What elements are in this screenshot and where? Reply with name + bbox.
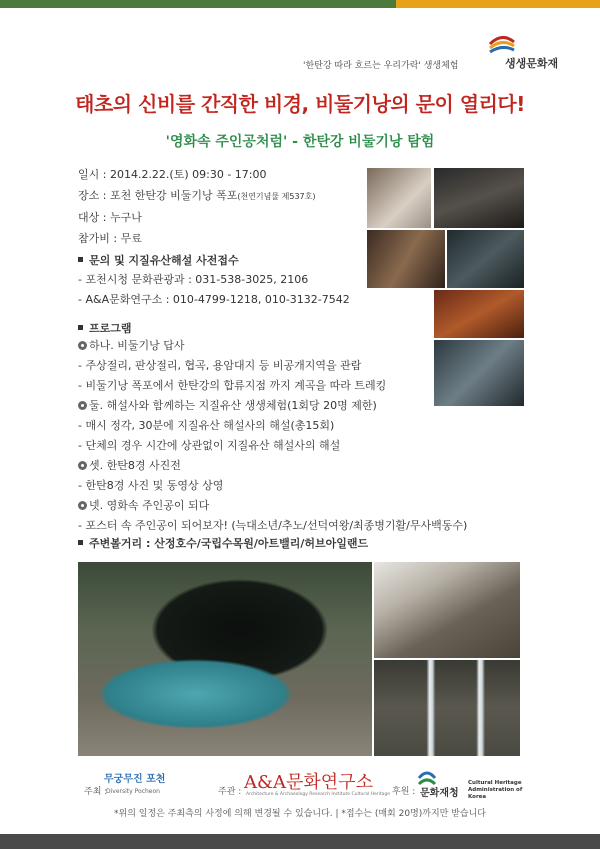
program-item: - 포스터 속 주인공이 되어보자! (늑대소년/추노/선덕여왕/최종병기활/무사백동수) <box>78 519 468 532</box>
organizer-sub: Architecture & Archaeology Research Institute Cultural Heritage <box>246 792 391 797</box>
program-item: - 매시 정각, 30분에 지질유산 해설사의 해설(총15회) <box>78 419 335 432</box>
circle-bullet-icon <box>78 461 87 470</box>
program-heading: 프로그램 <box>78 320 132 336</box>
circle-bullet-icon <box>78 501 87 510</box>
program-item: 하나. 비둘기낭 답사 <box>78 336 467 356</box>
bottom-bar <box>0 834 600 849</box>
movie-poster-queen-seondeok <box>367 230 445 288</box>
movie-poster-chuno <box>434 168 524 228</box>
support-label: 후원 : <box>392 787 416 797</box>
square-bullet-icon <box>78 325 83 330</box>
host-sub: Diversity Pocheon <box>106 788 160 795</box>
event-place: 장소 : 포천 한탄강 비둘기낭 폭포(천연기념물 제537호) <box>78 189 316 202</box>
movie-poster-war-of-arrows <box>434 340 524 406</box>
page-title: 태초의 신비를 간직한 비경, 비둘기낭의 문이 열리다! <box>75 92 525 116</box>
top-color-bar <box>0 0 600 8</box>
movie-poster-warrior-baek <box>447 230 524 288</box>
inquiry-heading: 문의 및 지질유산해설 사전접수 <box>78 252 239 268</box>
pillar-waterfall-photo <box>374 660 520 756</box>
place-note: (천연기념물 제537호) <box>237 192 316 201</box>
program-list <box>78 336 467 536</box>
sponsors-bar <box>0 762 600 812</box>
cave-waterfall-photo <box>78 562 372 756</box>
host-logo: 무궁무진 포천 <box>104 774 166 785</box>
host-label: 주최 : <box>84 787 108 797</box>
program-item: - 한탄8경 사진 및 동영상 상영 <box>78 479 224 492</box>
event-target: 대상 : 누구나 <box>78 211 142 224</box>
top-bar-orange <box>396 0 600 8</box>
program-item: - 단체의 경우 시간에 상관없이 지질유산 해설사의 해설 <box>78 439 341 452</box>
circle-bullet-icon <box>78 401 87 410</box>
program-item: - 비둘기낭 폭포에서 한탄강의 합류지점 까지 계곡을 따라 트레킹 <box>78 379 387 392</box>
square-bullet-icon <box>78 257 83 262</box>
circle-bullet-icon <box>78 341 87 350</box>
movie-poster-drama-cast <box>434 290 524 338</box>
top-bar-green <box>0 0 396 8</box>
event-info <box>78 164 315 249</box>
movie-poster-wolf-boy <box>367 168 431 228</box>
inquiry-lines <box>78 270 350 310</box>
event-date: 일시 : 2014.2.22.(토) 09:30 - 17:00 <box>78 168 267 181</box>
program-item: - 주상절리, 판상절리, 협곡, 용암대지 등 비공개지역을 관람 <box>78 359 362 372</box>
inquiry-line: - 포천시청 문화관광과 : 031-538-3025, 2106 <box>78 273 309 286</box>
brand-logo-icon <box>488 30 516 54</box>
organizer-logo: A&A문화연구소 <box>244 772 373 793</box>
inquiry-line: - A&A문화연구소 : 010-4799-1218, 010-3132-7542 <box>78 293 350 306</box>
nearby-heading: 주변볼거리 : 산정호수/국립수목원/아트밸리/허브아일랜드 <box>78 535 368 551</box>
square-bullet-icon <box>78 540 83 545</box>
program-item: 둘. 해설사와 함께하는 지질유산 생생체험(1회당 20명 제한) <box>78 396 467 416</box>
gorge-photo <box>374 562 520 658</box>
support-en: Cultural Heritage Administration of Korea <box>468 780 523 800</box>
program-item: 셋. 한탄8경 사진전 <box>78 456 467 476</box>
event-fee: 참가비 : 무료 <box>78 232 142 245</box>
support-name: 문화재청 <box>420 788 459 799</box>
brand-tagline: '한탄강 따라 흐르는 우리가락' 생생체험 <box>303 61 459 71</box>
program-item: 넷. 영화속 주인공이 되다 <box>78 496 467 516</box>
footer-note: *위의 일정은 주최측의 사정에 의해 변경될 수 있습니다. | *접수는 (매회 20명)까지만 받습니다 <box>114 809 486 819</box>
page-subtitle: '영화속 주인공처럼' - 한탄강 비둘기낭 탐험 <box>165 134 435 150</box>
brand-name: 생생문화재 <box>505 57 559 70</box>
organizer-label: 주관 : <box>218 787 242 797</box>
